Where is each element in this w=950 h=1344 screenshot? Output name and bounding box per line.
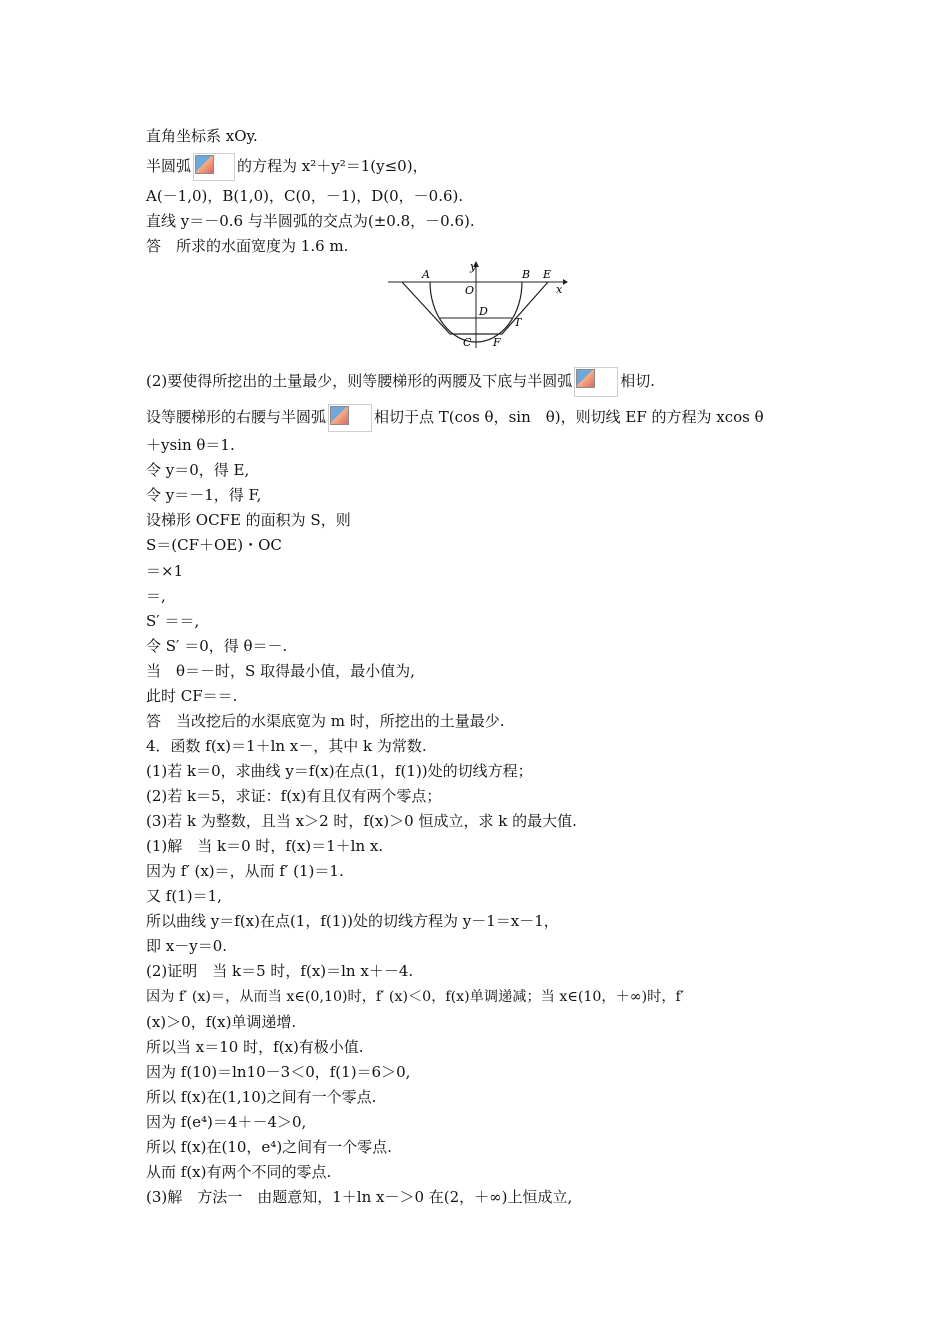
- figure-label: y: [470, 260, 477, 273]
- figure-label: F: [493, 336, 501, 349]
- figure-label: x: [556, 283, 563, 296]
- figure-label: O: [465, 284, 475, 297]
- text-line: ＝,: [146, 587, 166, 605]
- text-line: 答 当改挖后的水渠底宽为 m 时，所挖出的土量最少.: [146, 712, 505, 730]
- text-line: 设梯形 OCFE 的面积为 S，则: [146, 511, 351, 529]
- text-line: A(－1,0)，B(1,0)，C(0，－1)，D(0，－0.6).: [146, 187, 464, 205]
- figure-label: A: [422, 268, 430, 281]
- figure-label: E: [543, 268, 552, 281]
- text-line: [146, 404, 764, 432]
- text-line: S′ ＝＝,: [146, 612, 200, 630]
- text-line: 直角坐标系 xOy.: [146, 127, 258, 145]
- text-line: 因为 f′ (x)＝，从而 f′ (1)＝1.: [146, 862, 344, 880]
- text-line: (1)解 当 k＝0 时，f(x)＝1＋ln x.: [146, 837, 384, 855]
- text-fragment: 半圆弧: [146, 157, 192, 175]
- broken-image-icon: [193, 153, 235, 181]
- broken-image-icon: [328, 404, 372, 432]
- text-line: (3)解 方法一 由题意知，1＋ln x－＞0 在(2，＋∞)上恒成立,: [146, 1188, 573, 1206]
- text-fragment: 相切于点 T(cos θ，sin θ)，则切线 EF 的方程为 xcos θ: [374, 408, 764, 426]
- text-line: (1)若 k＝0，求曲线 y＝f(x)在点(1，f(1))处的切线方程；: [146, 762, 533, 780]
- text-line: (x)＞0，f(x)单调递增.: [146, 1013, 297, 1031]
- text-line: 此时 CF＝＝.: [146, 687, 238, 705]
- figure-label: C: [463, 336, 472, 349]
- text-line: 当 θ＝－时，S 取得最小值，最小值为,: [146, 662, 415, 680]
- text-line: 所以 f(x)在(10，e⁴)之间有一个零点.: [146, 1138, 392, 1156]
- text-fragment: 设等腰梯形的右腰与半圆弧: [146, 408, 327, 426]
- text-line: 所以当 x＝10 时，f(x)有极小值.: [146, 1038, 364, 1056]
- broken-image-icon: [574, 367, 618, 397]
- text-line: 从而 f(x)有两个不同的零点.: [146, 1163, 332, 1181]
- figure-label: T: [514, 316, 522, 329]
- text-line: [146, 367, 655, 397]
- figure-label: B: [522, 268, 531, 281]
- text-line: 因为 f′ (x)＝，从而当 x∈(0,10)时，f′ (x)＜0，f(x)单调递减；当 x∈(10，＋∞)时，f′: [146, 989, 685, 1005]
- text-line: 所以曲线 y＝f(x)在点(1，f(1))处的切线方程为 y－1＝x－1，: [146, 912, 559, 930]
- text-line: 令 y＝－1，得 F,: [146, 486, 262, 504]
- text-fragment: (2)要使得所挖出的土量最少，则等腰梯形的两腰及下底与半圆弧: [146, 372, 573, 390]
- text-line: 令 y＝0，得 E,: [146, 461, 250, 479]
- text-line: 答 所求的水面宽度为 1.6 m.: [146, 237, 349, 255]
- trapezoid-semicircle-figure: [388, 260, 568, 350]
- text-line: [146, 153, 428, 181]
- text-line: 所以 f(x)在(1,10)之间有一个零点.: [146, 1088, 377, 1106]
- text-line: (2)证明 当 k＝5 时，f(x)＝ln x＋－4.: [146, 962, 414, 980]
- text-line: 即 x－y＝0.: [146, 937, 228, 955]
- figure-label: D: [479, 305, 488, 318]
- text-line: 又 f(1)＝1,: [146, 887, 222, 905]
- text-line: 4．函数 f(x)＝1＋ln x－，其中 k 为常数.: [146, 737, 427, 755]
- text-fragment: 相切.: [620, 372, 656, 390]
- text-line: 因为 f(e⁴)＝4＋－4＞0,: [146, 1113, 307, 1131]
- text-line: (2)若 k＝5，求证：f(x)有且仅有两个零点；: [146, 787, 442, 805]
- text-line: 直线 y＝－0.6 与半圆弧的交点为(±0.8，－0.6).: [146, 212, 475, 230]
- text-line: 因为 f(10)＝ln10－3＜0，f(1)＝6＞0,: [146, 1063, 411, 1081]
- text-fragment: 的方程为 x²＋y²＝1(y≤0)，: [237, 157, 428, 175]
- text-line: ＋ysin θ＝1.: [146, 436, 235, 454]
- text-line: S＝(CF＋OE)・OC: [146, 536, 282, 554]
- text-line: (3)若 k 为整数，且当 x＞2 时，f(x)＞0 恒成立，求 k 的最大值.: [146, 812, 577, 830]
- text-line: 令 S′ ＝0，得 θ＝－.: [146, 637, 288, 655]
- text-line: ＝×1: [146, 562, 184, 580]
